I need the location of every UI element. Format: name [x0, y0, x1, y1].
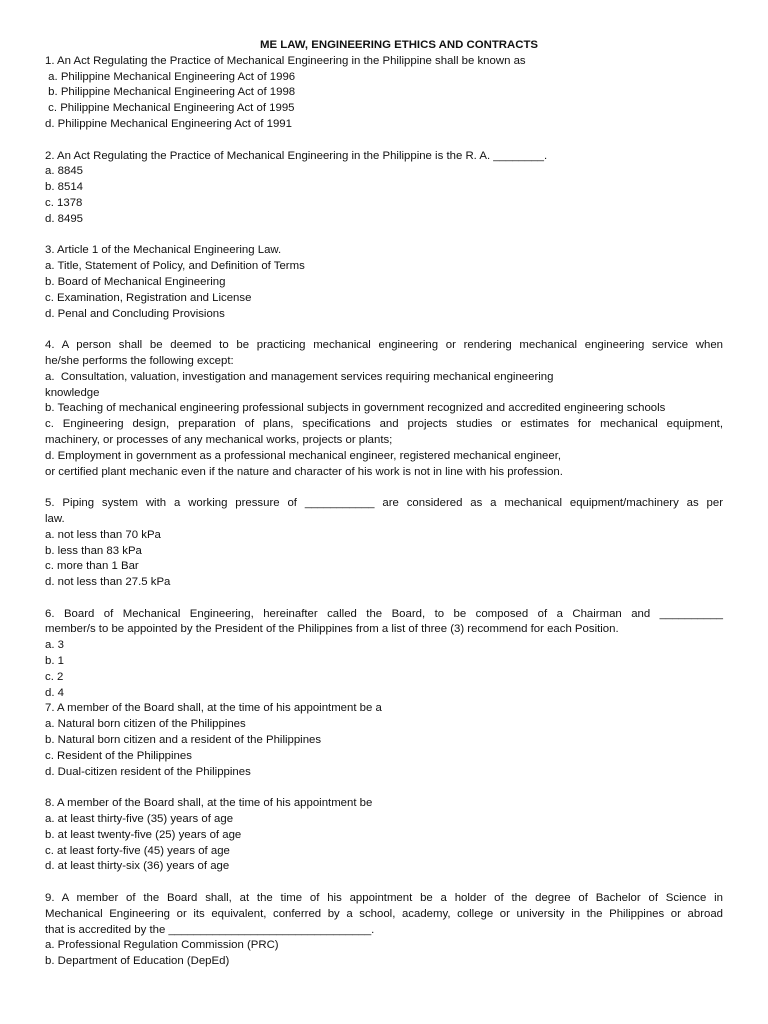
- option-d: d. Philippine Mechanical Engineering Act of 1991: [45, 117, 292, 130]
- option-a: a. at least thirty-five (35) years of age: [45, 813, 234, 826]
- question-1: [45, 54, 723, 133]
- question-text: 8. A member of the Board shall, at the time of his appointment be: [45, 797, 373, 810]
- option-c: c. Examination, Registration and License: [45, 291, 252, 304]
- option-a: a. Philippine Mechanical Engineering Act of 1996: [45, 70, 296, 83]
- question-text: 1. An Act Regulating the Practice of Mechanical Engineering in the Philippine shall be known as: [45, 54, 526, 67]
- question-text: 2. An Act Regulating the Practice of Mechanical Engineering in the Philippine is the R. A. ________.: [45, 149, 548, 162]
- option-b: b. 8514: [45, 181, 84, 194]
- question-9: [45, 891, 723, 970]
- question-text-continued: law.: [45, 512, 65, 525]
- option-a: a. Natural born citizen of the Philippines: [45, 718, 246, 731]
- option-b: b. Board of Mechanical Engineering: [45, 275, 226, 288]
- document-page: [45, 38, 723, 970]
- option-b: b. less than 83 kPa: [45, 544, 142, 557]
- option-a: a. 8845: [45, 165, 84, 178]
- question-text: 5. Piping system with a working pressure of ___________ are considered as a mechanical equipment/machinery as per: [45, 497, 723, 510]
- question-8: [45, 796, 723, 875]
- question-4: [45, 338, 723, 480]
- option-d: d. Penal and Concluding Provisions: [45, 307, 225, 320]
- option-a: a. 3: [45, 639, 64, 652]
- option-a: a. not less than 70 kPa: [45, 528, 161, 541]
- question-7: [45, 701, 723, 780]
- option-d: d. at least thirty-six (36) years of age: [45, 860, 230, 873]
- question-text: 4. A person shall be deemed to be practicing mechanical engineering or rendering mechanical engineering service when: [45, 339, 723, 352]
- option-c-continued: machinery, or processes of any mechanical works, projects or plants;: [45, 433, 393, 446]
- option-d: d. 4: [45, 686, 64, 699]
- option-c: c. 2: [45, 670, 64, 683]
- document-title: ME LAW, ENGINEERING ETHICS AND CONTRACTS: [259, 39, 539, 51]
- option-c: c. at least forty-five (45) years of age: [45, 844, 230, 857]
- option-b: b. 1: [45, 655, 64, 668]
- option-c: c. 1378: [45, 196, 83, 209]
- question-6: [45, 607, 723, 702]
- option-c: c. more than 1 Bar: [45, 560, 139, 573]
- question-text: 6. Board of Mechanical Engineering, hereinafter called the Board, to be composed of a Chairman and __________: [45, 607, 723, 620]
- option-b: b. Natural born citizen and a resident of the Philippines: [45, 734, 322, 747]
- option-b: b. Philippine Mechanical Engineering Act of 1998: [45, 86, 296, 99]
- question-3: [45, 243, 723, 322]
- question-text-continued-2: that is accredited by the ________________________________.: [45, 923, 375, 936]
- option-c: c. Engineering design, preparation of plans, specifications and projects studies or estimates for mechanical equipment,: [45, 418, 723, 431]
- question-text-continued: member/s to be appointed by the President of the Philippines from a list of three (3) recommend for each Position.: [45, 623, 619, 636]
- option-d-continued: or certified plant mechanic even if the nature and character of his work is not in line with his profession.: [45, 465, 563, 478]
- option-d: d. Dual-citizen resident of the Philippines: [45, 765, 251, 778]
- question-text: 7. A member of the Board shall, at the time of his appointment be a: [45, 702, 382, 715]
- question-2: [45, 149, 723, 228]
- option-a: a. Professional Regulation Commission (PRC): [45, 939, 279, 952]
- question-text: 3. Article 1 of the Mechanical Engineering Law.: [45, 244, 282, 257]
- option-a: a. Title, Statement of Policy, and Definition of Terms: [45, 260, 305, 273]
- option-a: a. Consultation, valuation, investigation and management services requiring mechanical engineering: [45, 370, 554, 383]
- option-d: d. 8495: [45, 212, 84, 225]
- option-b: b. Teaching of mechanical engineering professional subjects in government recognized and accredited engineering schools: [45, 402, 666, 415]
- option-c: c. Philippine Mechanical Engineering Act of 1995: [45, 102, 295, 115]
- option-b: b. Department of Education (DepEd): [45, 955, 230, 968]
- question-text-continued: Mechanical Engineering or its equivalent, conferred by a school, academy, college or university in the Philippines or abroad: [45, 907, 723, 920]
- option-d: d. Employment in government as a professional mechanical engineer, registered mechanical engineer,: [45, 449, 562, 462]
- option-a-continued: knowledge: [45, 386, 100, 399]
- question-text-continued: he/she performs the following except:: [45, 354, 234, 367]
- option-b: b. at least twenty-five (25) years of age: [45, 828, 242, 841]
- option-d: d. not less than 27.5 kPa: [45, 576, 171, 589]
- question-5: [45, 496, 723, 591]
- option-c: c. Resident of the Philippines: [45, 749, 192, 762]
- question-text: 9. A member of the Board shall, at the time of his appointment be a holder of the degree of Bachelor of Science in: [45, 892, 723, 905]
